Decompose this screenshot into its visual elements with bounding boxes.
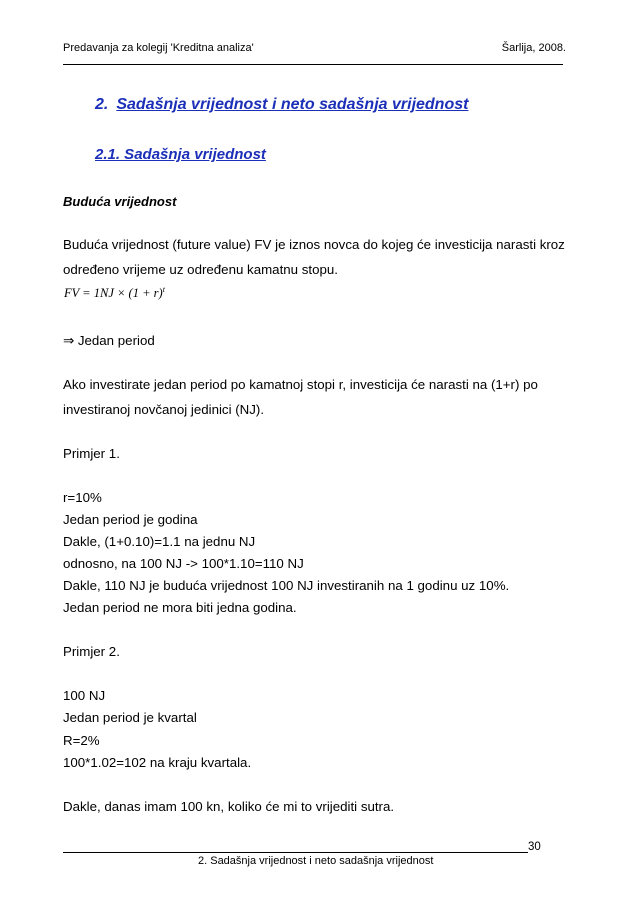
- example1-line: r=10%: [63, 490, 102, 505]
- example2-line: R=2%: [63, 733, 100, 748]
- implies-arrow-icon: ⇒: [63, 333, 75, 348]
- subsection-heading: 2.1. Sadašnja vrijednost: [95, 146, 266, 163]
- section-title: Sadašnja vrijednost i neto sadašnja vrijednost: [116, 96, 469, 113]
- example2-title: Primjer 2.: [63, 644, 120, 659]
- final-line: Dakle, danas imam 100 kn, koliko će mi to vrijediti sutra.: [63, 799, 395, 814]
- example1-line: odnosno, na 100 NJ -> 100*1.10=110 NJ: [63, 556, 304, 571]
- para2-line2: investiranoj novčanoj jedinici (NJ).: [63, 402, 265, 417]
- section-number: 2.: [95, 96, 109, 113]
- para1-line2: određeno vrijeme uz određenu kamatnu stopu.: [63, 262, 338, 277]
- para2-line1: Ako investirate jedan period po kamatnoj stopi r, investicija će narasti na (1+r) po: [63, 377, 538, 392]
- running-header-right: Šarlija, 2008.: [501, 42, 566, 54]
- example2-line: 100 NJ: [63, 688, 106, 703]
- future-value-formula: [64, 285, 165, 301]
- header-rule: [63, 64, 563, 65]
- example1-line: Dakle, 110 NJ je buduća vrijednost 100 NJ investiranih na 1 godinu uz 10%.: [63, 578, 510, 593]
- footer-rule: [63, 852, 528, 853]
- example2-line: Jedan period je kvartal: [63, 710, 197, 725]
- example1-title: Primjer 1.: [63, 446, 120, 461]
- future-value-heading: Buduća vrijednost: [63, 194, 177, 209]
- one-period-line: [63, 333, 155, 349]
- running-footer: 2. Sadašnja vrijednost i neto sadašnja vrijednost: [198, 855, 434, 867]
- example1-line: Jedan period ne mora biti jedna godina.: [63, 600, 297, 615]
- example1-line: Dakle, (1+0.10)=1.1 na jednu NJ: [63, 534, 256, 549]
- page-number: 30: [528, 841, 541, 853]
- para1-line1: Buduća vrijednost (future value) FV je iznos novca do kojeg će investicija narasti kroz: [63, 237, 565, 252]
- formula-exponent: t: [162, 285, 165, 294]
- one-period-label: Jedan period: [74, 333, 155, 348]
- formula-main: FV = 1NJ × (1 + r): [64, 286, 163, 301]
- section-heading: [95, 96, 468, 114]
- running-header-left: Predavanja za kolegij 'Kreditna analiza': [63, 42, 254, 54]
- example2-line: 100*1.02=102 na kraju kvartala.: [63, 755, 252, 770]
- example1-line: Jedan period je godina: [63, 512, 198, 527]
